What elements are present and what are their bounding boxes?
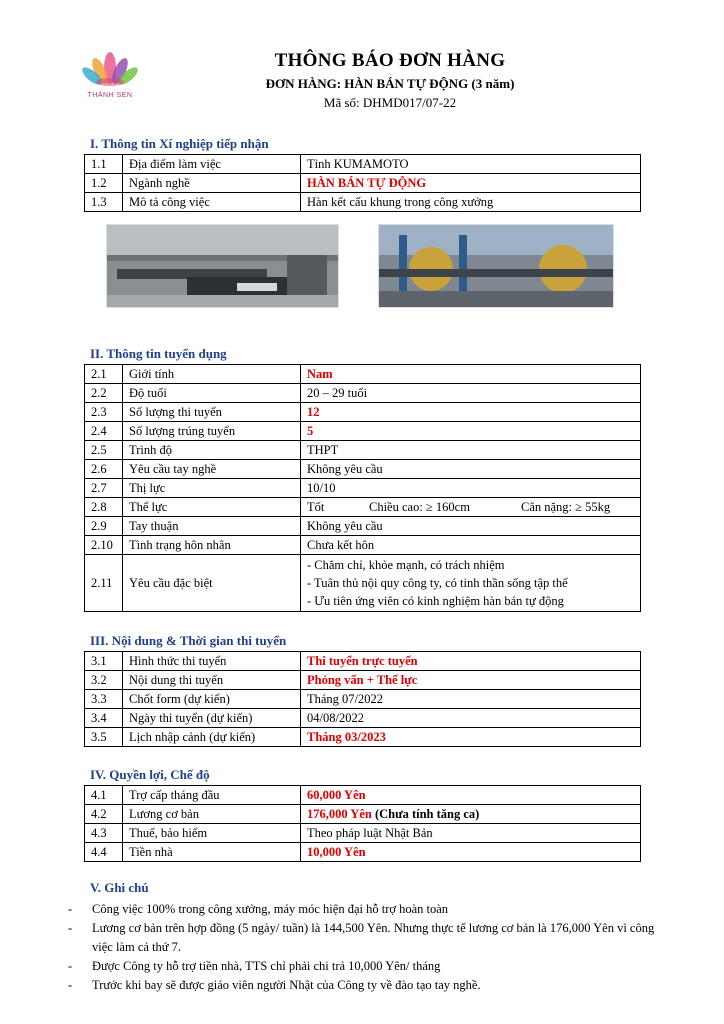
row-number: 4.1	[85, 786, 123, 805]
special-requirement: - Ưu tiên ứng viên có kinh nghiệm hàn bán tự động	[307, 594, 564, 608]
row-value	[301, 498, 641, 517]
section-1-table	[84, 154, 641, 212]
row-value: Nam	[301, 365, 641, 384]
order-code: Mã số: DHMD017/07-22	[323, 95, 457, 110]
row-label: Số lượng trúng tuyển	[123, 422, 301, 441]
weight-requirement: Cân nặng: ≥ 55kg	[521, 500, 611, 514]
table-row	[85, 479, 641, 498]
row-value: Tháng 03/2023	[301, 728, 641, 747]
table-row	[85, 786, 641, 805]
table-row	[85, 193, 641, 212]
row-value: 12	[301, 403, 641, 422]
page-title: THÔNG BÁO ĐƠN HÀNG	[274, 50, 506, 71]
row-label: Lịch nhập cảnh (dự kiến)	[123, 728, 301, 747]
row-value: Tỉnh KUMAMOTO	[301, 155, 641, 174]
row-label: Độ tuổi	[123, 384, 301, 403]
row-number: 2.9	[85, 517, 123, 536]
bullet-dash: -	[68, 959, 73, 973]
table-row	[85, 824, 641, 843]
row-label: Tay thuận	[123, 517, 301, 536]
physical-health: Tốt	[307, 500, 325, 514]
row-number: 4.4	[85, 843, 123, 862]
row-value: 60,000 Yên	[301, 786, 641, 805]
row-number: 2.10	[85, 536, 123, 555]
row-value: 10/10	[301, 479, 641, 498]
section-3-table	[84, 651, 641, 747]
row-label: Ngày thi tuyển (dự kiến)	[123, 709, 301, 728]
row-value: HÀN BÁN TỰ ĐỘNG	[301, 174, 641, 193]
section-3-heading: III. Nội dung & Thời gian thi tuyển	[90, 633, 287, 648]
row-value: Chưa kết hôn	[301, 536, 641, 555]
row-value: 20 – 29 tuổi	[301, 384, 641, 403]
bullet-dash: -	[68, 978, 73, 992]
special-requirement: - Chăm chỉ, khỏe mạnh, có trách nhiệm	[307, 558, 505, 572]
row-number: 2.8	[85, 498, 123, 517]
row-label: Số lượng thi tuyển	[123, 403, 301, 422]
table-row	[85, 155, 641, 174]
list-item	[68, 957, 658, 976]
notes-list	[68, 900, 658, 995]
row-label: Tiền nhà	[123, 843, 301, 862]
bullet-dash: -	[68, 902, 73, 916]
row-number: 3.5	[85, 728, 123, 747]
table-row	[85, 805, 641, 824]
table-row	[85, 384, 641, 403]
table-row	[85, 517, 641, 536]
note-text: Công việc 100% trong công xưởng, máy móc hiện đại hỗ trợ hoàn toàn	[92, 902, 449, 916]
section-2-heading: II. Thông tin tuyển dụng	[90, 346, 227, 361]
row-number: 2.7	[85, 479, 123, 498]
section-5-heading: V. Ghi chú	[90, 880, 149, 895]
row-number: 4.3	[85, 824, 123, 843]
list-item	[68, 919, 658, 957]
row-value	[301, 555, 641, 612]
row-label: Thể lực	[123, 498, 301, 517]
table-row	[85, 498, 641, 517]
row-label: Yêu cầu tay nghề	[123, 460, 301, 479]
basic-salary: 176,000 Yên	[307, 807, 372, 821]
note-text: Lương cơ bản trên hợp đồng (5 ngày/ tuần) là 144,500 Yên. Nhưng thực tế lương cơ bản là 176,000 Yên vì công việc làm cả thứ 7.	[92, 921, 655, 954]
list-item	[68, 900, 658, 919]
row-label: Mô tả công việc	[123, 193, 301, 212]
row-number: 2.1	[85, 365, 123, 384]
row-number: 1.3	[85, 193, 123, 212]
note-text: Được Công ty hỗ trợ tiền nhà, TTS chỉ phải chi trả 10,000 Yên/ tháng	[92, 959, 441, 973]
row-number: 3.2	[85, 671, 123, 690]
row-value: Không yêu cầu	[301, 460, 641, 479]
row-value: 5	[301, 422, 641, 441]
table-row	[85, 460, 641, 479]
note-text: Trước khi bay sẽ được giáo viên người Nhật của Công ty về đào tạo tay nghề.	[92, 978, 481, 992]
row-number: 3.1	[85, 652, 123, 671]
table-row	[85, 536, 641, 555]
company-logo	[74, 44, 146, 104]
row-value: Tháng 07/2022	[301, 690, 641, 709]
row-number: 2.11	[85, 555, 123, 612]
bullet-dash: -	[68, 921, 73, 935]
row-value: Phỏng vấn + Thể lực	[301, 671, 641, 690]
special-requirement: - Tuân thủ nội quy công ty, có tinh thần sống tập thể	[307, 576, 568, 590]
row-label: Thị lực	[123, 479, 301, 498]
row-label: Trợ cấp tháng đầu	[123, 786, 301, 805]
row-label: Hình thức thi tuyển	[123, 652, 301, 671]
logo-text: THÀNH SEN	[87, 92, 133, 99]
row-number: 2.6	[85, 460, 123, 479]
row-label: Ngành nghề	[123, 174, 301, 193]
row-value	[301, 805, 641, 824]
row-label: Trình độ	[123, 441, 301, 460]
table-row	[85, 671, 641, 690]
row-label: Yêu cầu đặc biệt	[123, 555, 301, 612]
lotus-icon	[74, 44, 146, 92]
row-label: Lương cơ bản	[123, 805, 301, 824]
section-2-table	[84, 364, 641, 612]
row-label: Tình trạng hôn nhân	[123, 536, 301, 555]
row-number: 2.3	[85, 403, 123, 422]
table-row	[85, 403, 641, 422]
workshop-photo-1	[106, 224, 339, 308]
table-row	[85, 690, 641, 709]
row-value: 10,000 Yên	[301, 843, 641, 862]
table-row	[85, 365, 641, 384]
table-row	[85, 174, 641, 193]
row-label: Chốt form (dự kiến)	[123, 690, 301, 709]
row-number: 2.2	[85, 384, 123, 403]
row-value: THPT	[301, 441, 641, 460]
table-row	[85, 728, 641, 747]
row-number: 3.4	[85, 709, 123, 728]
table-row	[85, 843, 641, 862]
section-4-heading: IV. Quyền lợi, Chế độ	[90, 767, 210, 782]
table-row	[85, 555, 641, 612]
row-value: 04/08/2022	[301, 709, 641, 728]
row-value: Theo pháp luật Nhật Bản	[301, 824, 641, 843]
row-label: Thuế, bảo hiểm	[123, 824, 301, 843]
order-subtitle: ĐƠN HÀNG: HÀN BÁN TỰ ĐỘNG (3 năm)	[265, 76, 515, 91]
table-row	[85, 441, 641, 460]
row-label: Giới tính	[123, 365, 301, 384]
row-number: 2.5	[85, 441, 123, 460]
row-label: Địa điểm làm việc	[123, 155, 301, 174]
row-number: 4.2	[85, 805, 123, 824]
salary-note: (Chưa tính tăng ca)	[371, 807, 480, 821]
height-requirement: Chiều cao: ≥ 160cm	[369, 500, 470, 514]
workshop-photo-2	[378, 224, 614, 308]
row-value: Hàn kết cấu khung trong công xưởng	[301, 193, 641, 212]
section-4-table	[84, 785, 641, 862]
table-row	[85, 422, 641, 441]
table-row	[85, 652, 641, 671]
row-label: Nội dung thi tuyển	[123, 671, 301, 690]
list-item	[68, 976, 658, 995]
row-number: 1.1	[85, 155, 123, 174]
row-number: 2.4	[85, 422, 123, 441]
row-number: 1.2	[85, 174, 123, 193]
section-1-heading: I. Thông tin Xí nghiệp tiếp nhận	[90, 136, 269, 151]
row-value: Thi tuyển trực tuyến	[301, 652, 641, 671]
row-value: Không yêu cầu	[301, 517, 641, 536]
table-row	[85, 709, 641, 728]
row-number: 3.3	[85, 690, 123, 709]
